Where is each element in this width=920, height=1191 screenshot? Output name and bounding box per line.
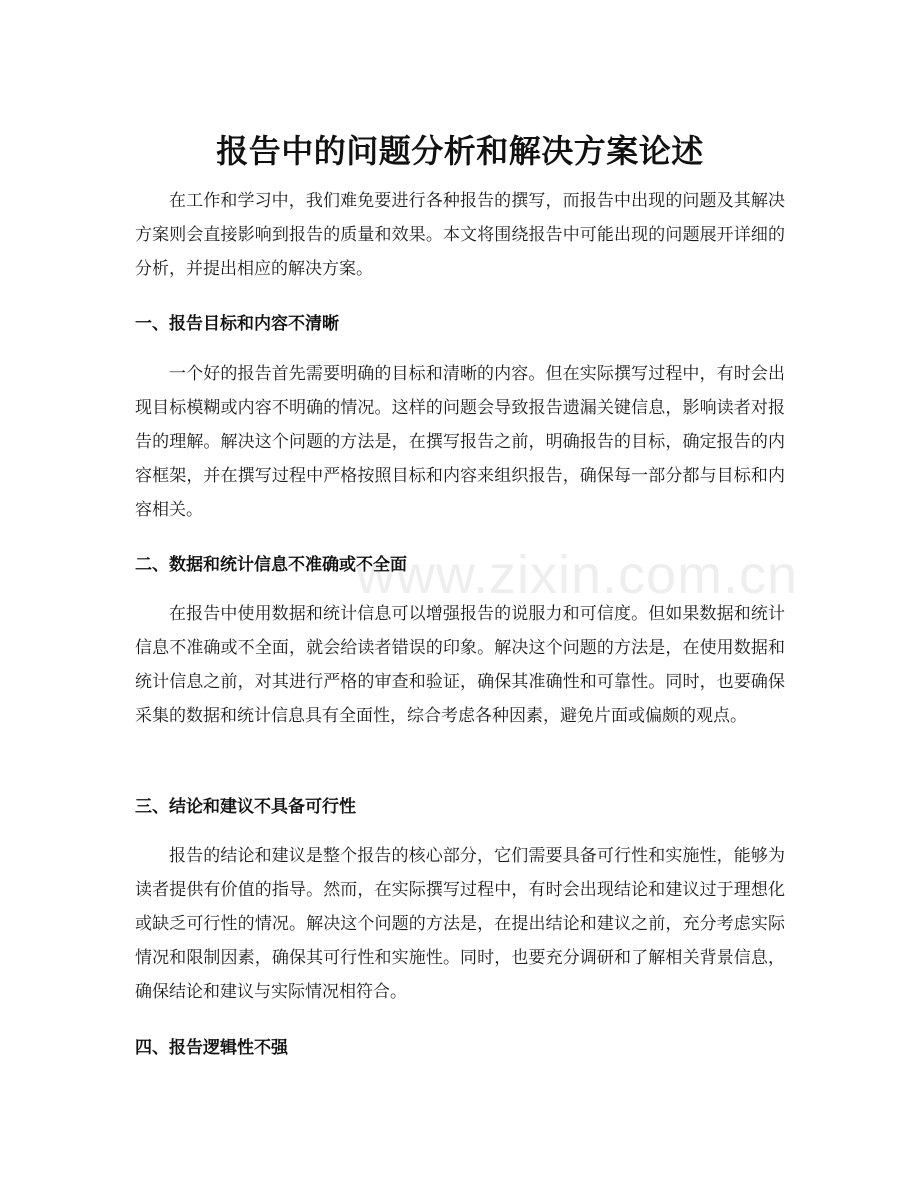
watermark-text: www.zixin.com.cn <box>356 545 799 605</box>
section-heading-4: 四、报告逻辑性不强 <box>135 1038 288 1058</box>
section-heading-2: 二、数据和统计信息不准确或不全面 <box>135 555 407 575</box>
section-body-2: 在报告中使用数据和统计信息可以增强报告的说服力和可信度。但如果数据和统计信息不准确或不全面，就会给读者错误的印象。解决这个问题的方法是，在使用数据和统计信息之前，对其进行严格的审查和验证，确保其准确性和可靠性。同时，也要确保采集的数据和统计信息具有全面性，综合考虑各种因素，避免片面或偏颇的观点。 <box>135 604 785 726</box>
document-title: 报告中的问题分析和解决方案论述 <box>216 132 704 171</box>
section-heading-3: 三、结论和建议不具备可行性 <box>135 797 356 817</box>
section-body-1: 一个好的报告首先需要明确的目标和清晰的内容。但在实际撰写过程中，有时会出现目标模糊或内容不明确的情况。这样的问题会导致报告遗漏关键信息，影响读者对报告的理解。解决这个问题的方法是，在撰写报告之前，明确报告的目标，确定报告的内容框架，并在撰写过程中严格按照目标和内容来组织报告，确保每一部分都与目标和内容相关。 <box>135 364 785 520</box>
intro-paragraph: 在工作和学习中，我们难免要进行各种报告的撰写，而报告中出现的问题及其解决方案则会直接影响到报告的质量和效果。本文将围绕报告中可能出现的问题展开详细的分析，并提出相应的解决方案。 <box>135 191 785 279</box>
section-heading-1: 一、报告目标和内容不清晰 <box>135 314 339 334</box>
section-body-3: 报告的结论和建议是整个报告的核心部分，它们需要具备可行性和实施性，能够为读者提供有价值的指导。然而，在实际撰写过程中，有时会出现结论和建议过于理想化或缺乏可行性的情况。解决这个问题的方法是，在提出结论和建议之前，充分考虑实际情况和限制因素，确保其可行性和实施性。同时，也要充分调研和了解相关背景信息，确保结论和建议与实际情况相符合。 <box>135 846 785 1002</box>
